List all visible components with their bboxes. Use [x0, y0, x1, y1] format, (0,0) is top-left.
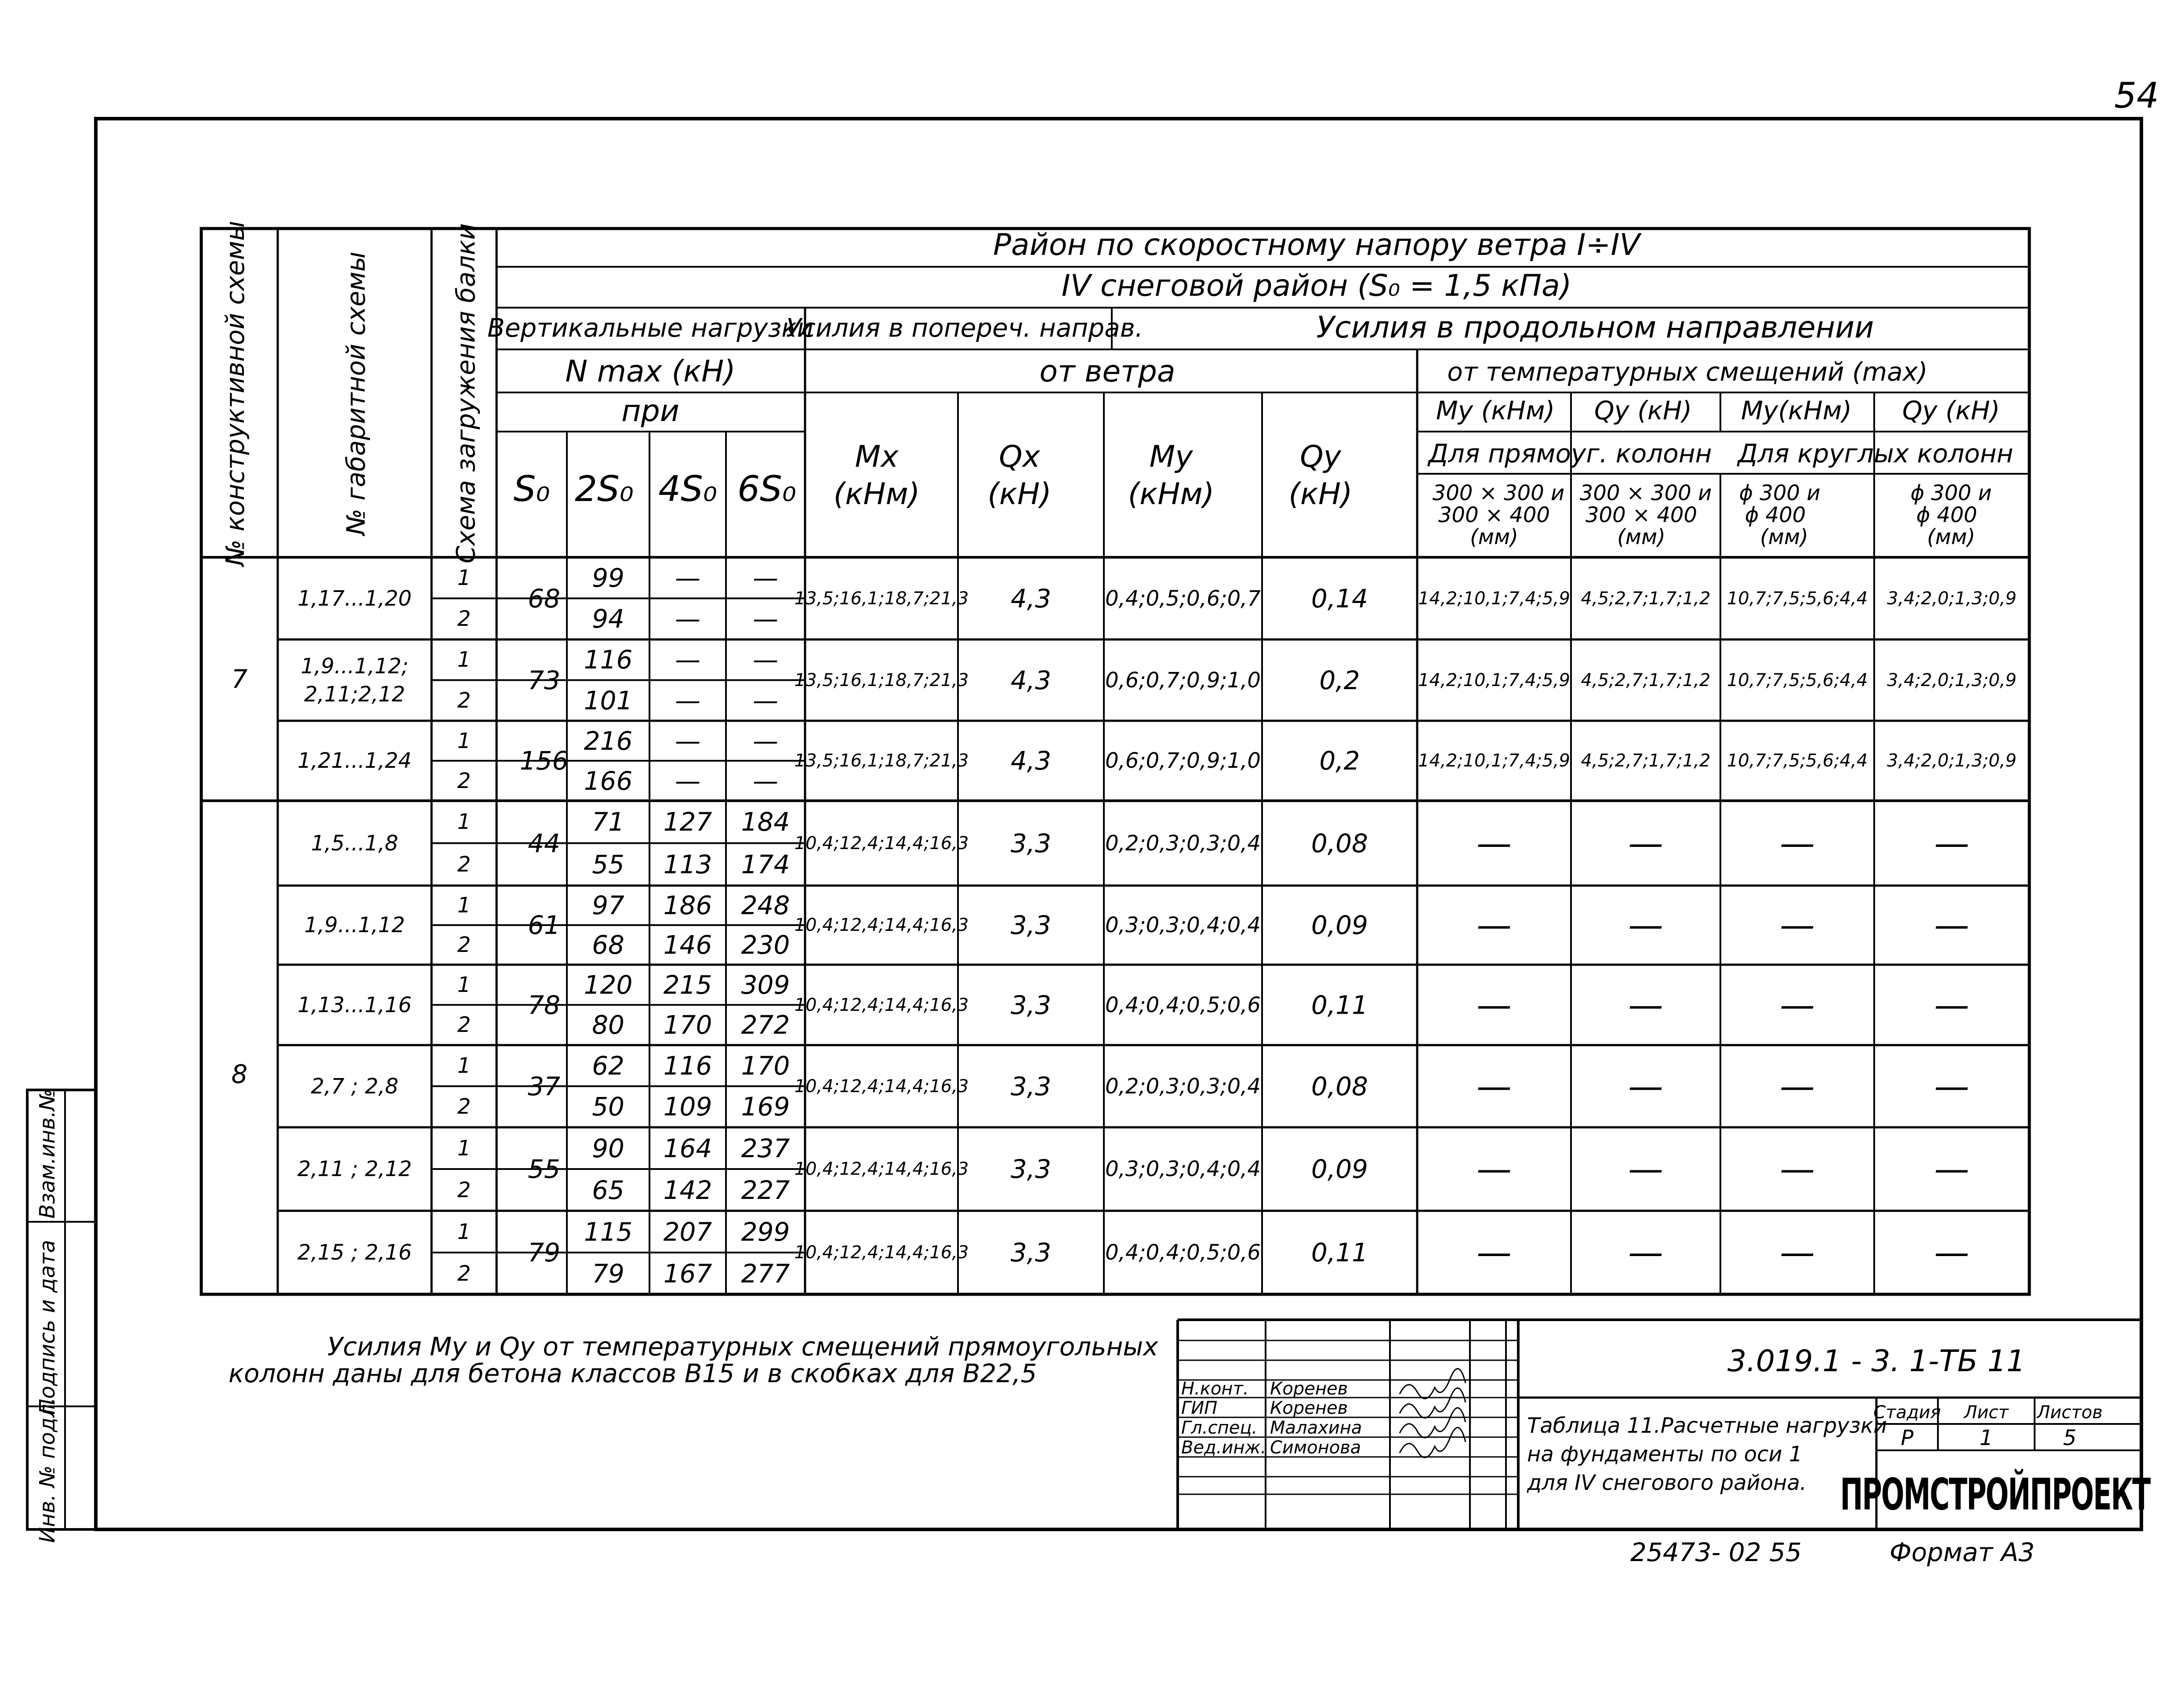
qy-value: 0,11: [1311, 990, 1368, 1020]
temp-value-qy-rect: —: [1628, 1232, 1663, 1273]
load-scheme-number: 2: [457, 852, 471, 877]
load-2s0: 79: [592, 1258, 624, 1289]
load-scheme-number: 2: [457, 688, 471, 713]
load-4s0: 116: [663, 1050, 712, 1081]
header-at: при: [621, 394, 679, 429]
load-scheme-number: 1: [457, 810, 471, 835]
rect1-b: 300 × 400: [1438, 503, 1550, 527]
qy-value: 0,2: [1319, 665, 1360, 695]
load-2s0: 120: [584, 970, 633, 1000]
stamp-sheets: 5: [2063, 1426, 2077, 1450]
load-scheme-number: 1: [457, 1053, 471, 1078]
my-value: 0,3;0,3;0,4;0,4: [1105, 913, 1261, 937]
footer-format: Формат А3: [1889, 1537, 2035, 1567]
mx-value: 13,5;16,1;18,7;21,3: [794, 588, 969, 609]
temp-value-my-round: —: [1780, 1148, 1815, 1189]
header-vertical-loads: Вертикальные нагрузки: [487, 313, 814, 343]
header-qy-rect: Qy (кН): [1594, 396, 1692, 425]
load-s0: 68: [528, 583, 560, 614]
mx-value: 10,4;12,4;14,4;16,3: [794, 1242, 969, 1263]
my-value: 0,6;0,7;0,9;1,0: [1105, 668, 1261, 693]
load-scheme-number: 1: [457, 1219, 471, 1244]
load-2s0: 94: [592, 604, 624, 634]
load-2s0: 90: [592, 1133, 624, 1163]
load-2s0: 80: [592, 1010, 624, 1040]
load-2s0: 166: [584, 766, 633, 796]
temp-value-my-rect: 14,2;10,1;7,4;5,9: [1418, 751, 1570, 771]
load-6s0: 174: [741, 849, 790, 879]
load-4s0: —: [675, 726, 700, 756]
temp-value-my-round: 10,7;7,5;5,6;4,4: [1727, 670, 1868, 690]
qy-value: 0,09: [1311, 910, 1368, 940]
org-logo: ПРОМСТРОЙПРОЕКТ: [1840, 1468, 2150, 1520]
stamp-role: Н.конт.: [1181, 1379, 1249, 1399]
load-s0: 44: [528, 828, 560, 858]
temp-value-my-rect: —: [1477, 1065, 1512, 1107]
qx-value: 4,3: [1010, 665, 1052, 695]
temp-value-my-rect: —: [1477, 822, 1512, 864]
load-4s0: 215: [663, 970, 712, 1000]
round1-c: (мм): [1760, 525, 1808, 549]
footer-code: 25473- 02 55: [1630, 1537, 1802, 1567]
page-number: 54: [2114, 75, 2159, 116]
load-6s0: —: [753, 685, 778, 715]
note-line-1: Усилия My и Qy от температурных смещений прямоугольных: [327, 1332, 1158, 1362]
side-stamp-sign: Подпись и дата: [35, 1240, 60, 1415]
rect2-a: 300 × 300 и: [1579, 481, 1712, 505]
my-value: 0,4;0,4;0,5;0,6: [1105, 992, 1261, 1017]
temp-value-qy-rect: —: [1628, 904, 1663, 945]
stamp-sheet: 1: [1979, 1426, 1993, 1450]
temp-value-qy-round: —: [1934, 1065, 1970, 1107]
load-2s0: 99: [592, 563, 624, 593]
load-4s0: 113: [663, 849, 712, 879]
load-2s0: 68: [592, 930, 624, 960]
load-6s0: 309: [741, 970, 790, 1000]
load-2s0: 101: [584, 685, 633, 715]
temp-value-qy-round: —: [1934, 1148, 1970, 1189]
qy-value: 0,11: [1311, 1238, 1368, 1267]
header-constr-scheme: № конструктивной схемы: [220, 221, 250, 566]
gabarit-scheme: 2,7 ; 2,8: [311, 1074, 399, 1099]
header-longitudinal: Усилия в продольном направлении: [1316, 310, 1874, 345]
temp-value-my-rect: —: [1477, 904, 1512, 945]
load-s0: 79: [528, 1238, 560, 1267]
temp-value-my-round: 10,7;7,5;5,6;4,4: [1727, 751, 1868, 771]
load-s0: 78: [528, 990, 560, 1020]
load-6s0: 277: [741, 1258, 790, 1289]
load-6s0: —: [753, 563, 778, 593]
header-my-rect: My (кНм): [1436, 396, 1555, 425]
header-qy-unit: (кН): [1288, 477, 1353, 512]
temp-value-qy-round: 3,4;2,0;1,3;0,9: [1887, 588, 2017, 609]
my-value: 0,3;0,3;0,4;0,4: [1105, 1157, 1261, 1181]
qx-value: 3,3: [1010, 1071, 1052, 1101]
header-gabarit-scheme: № габаритной схемы: [341, 251, 371, 535]
qx-value: 3,3: [1010, 990, 1052, 1020]
round2-a: ϕ 300 и: [1910, 481, 1992, 505]
qy-value: 0,2: [1319, 746, 1360, 776]
header-wind-region: Район по скоростному напору ветра I÷IV: [993, 228, 1640, 262]
temp-value-qy-rect: —: [1628, 984, 1663, 1025]
load-4s0: 207: [663, 1217, 712, 1247]
load-2s0: 115: [584, 1217, 633, 1247]
constr-scheme-number: 7: [231, 664, 248, 694]
qy-value: 0,08: [1311, 828, 1368, 858]
my-value: 0,4;0,5;0,6;0,7: [1105, 586, 1261, 611]
load-2s0: 71: [592, 807, 624, 837]
qx-value: 3,3: [1010, 910, 1052, 940]
temp-value-qy-round: —: [1934, 984, 1970, 1025]
stamp-sheet-label: Лист: [1964, 1402, 2009, 1423]
temp-value-my-round: —: [1780, 1232, 1815, 1273]
header-from-wind: от ветра: [1039, 354, 1175, 389]
mx-value: 10,4;12,4;14,4;16,3: [794, 1076, 969, 1097]
temp-value-my-round: —: [1780, 1065, 1815, 1107]
my-value: 0,2;0,3;0,3;0,4: [1105, 831, 1261, 856]
temp-value-qy-rect: 4,5;2,7;1,7;1,2: [1581, 670, 1711, 690]
mx-value: 10,4;12,4;14,4;16,3: [794, 995, 969, 1015]
load-scheme-number: 2: [457, 606, 471, 632]
temp-value-qy-round: —: [1934, 904, 1970, 945]
rect1-c: (мм): [1470, 525, 1518, 549]
load-6s0: 230: [741, 930, 790, 960]
mx-value: 10,4;12,4;14,4;16,3: [794, 915, 969, 935]
load-6s0: 169: [741, 1092, 790, 1122]
load-scheme-number: 1: [457, 972, 471, 997]
load-2s0: 62: [592, 1050, 624, 1081]
temp-value-qy-round: —: [1934, 822, 1970, 864]
load-6s0: 299: [741, 1217, 790, 1247]
header-4s0: 4S₀: [658, 468, 717, 509]
my-value: 0,2;0,3;0,3;0,4: [1105, 1074, 1261, 1099]
qx-value: 4,3: [1010, 583, 1052, 614]
qx-value: 3,3: [1010, 828, 1052, 858]
load-4s0: —: [675, 766, 700, 796]
load-4s0: 170: [663, 1010, 712, 1040]
gabarit-scheme: 1,5...1,8: [311, 831, 399, 856]
header-s0: S₀: [513, 468, 550, 509]
side-stamp-inv: Инв. № подл.: [35, 1397, 60, 1543]
stamp-title-1: Таблица 11.Расчетные нагрузки: [1527, 1413, 1887, 1438]
load-4s0: —: [675, 563, 700, 593]
gabarit-scheme: 1,21...1,24: [297, 748, 412, 773]
load-4s0: —: [675, 685, 700, 715]
stamp-name: Симонова: [1270, 1438, 1361, 1458]
header-my: My: [1149, 439, 1193, 474]
round2-c: (мм): [1927, 525, 1975, 549]
load-2s0: 216: [584, 726, 633, 756]
stamp-stage-label: Стадия: [1873, 1402, 1941, 1423]
round1-a: ϕ 300 и: [1739, 481, 1821, 505]
header-transverse: Усилия в попереч. направ.: [786, 313, 1143, 343]
load-2s0: 65: [592, 1175, 624, 1205]
header-qx-unit: (кН): [987, 477, 1052, 512]
stamp-sheets-label: Листов: [2037, 1402, 2103, 1423]
load-scheme-number: 2: [457, 1094, 471, 1119]
temp-value-my-rect: —: [1477, 1232, 1512, 1273]
temp-value-qy-rect: 4,5;2,7;1,7;1,2: [1581, 751, 1711, 771]
load-4s0: —: [675, 645, 700, 675]
stamp-title-3: для IV снегового района.: [1527, 1471, 1807, 1495]
load-6s0: —: [753, 604, 778, 634]
temp-value-qy-rect: —: [1628, 822, 1663, 864]
temp-value-my-round: 10,7;7,5;5,6;4,4: [1727, 588, 1868, 609]
load-6s0: —: [753, 766, 778, 796]
header-qy-round: Qy (кН): [1902, 396, 2000, 425]
load-scheme-number: 1: [457, 647, 471, 672]
load-scheme-number: 2: [457, 1261, 471, 1286]
temp-value-qy-rect: 4,5;2,7;1,7;1,2: [1581, 588, 1711, 609]
qx-value: 3,3: [1010, 1154, 1052, 1184]
my-value: 0,6;0,7;0,9;1,0: [1105, 748, 1261, 773]
load-scheme-number: 2: [457, 933, 471, 957]
rect2-c: (мм): [1617, 525, 1665, 549]
gabarit-scheme: 1,9...1,12: [304, 913, 405, 937]
header-my-unit: (кНм): [1128, 477, 1215, 512]
header-qx: Qx: [999, 439, 1040, 474]
header-6s0: 6S₀: [737, 468, 796, 509]
qy-value: 0,09: [1311, 1154, 1368, 1184]
qx-value: 3,3: [1010, 1238, 1052, 1267]
header-mx: Mx: [855, 439, 899, 474]
load-4s0: 186: [663, 890, 712, 920]
qx-value: 4,3: [1010, 746, 1052, 776]
header-load-scheme: Схема загружения балки: [451, 223, 481, 564]
temp-value-my-rect: —: [1477, 1148, 1512, 1189]
qy-value: 0,08: [1311, 1071, 1368, 1101]
load-6s0: 272: [741, 1010, 790, 1040]
temp-value-my-rect: 14,2;10,1;7,4;5,9: [1418, 588, 1570, 609]
load-4s0: 167: [663, 1258, 712, 1289]
header-mx-unit: (кНм): [833, 477, 920, 512]
load-4s0: 127: [663, 807, 712, 837]
stamp-role: ГИП: [1181, 1398, 1218, 1418]
gabarit-scheme: 2,11 ; 2,12: [297, 1157, 412, 1181]
load-scheme-number: 1: [457, 728, 471, 753]
load-6s0: 170: [741, 1050, 790, 1081]
temp-value-my-round: —: [1780, 904, 1815, 945]
rect1-a: 300 × 300 и: [1432, 481, 1565, 505]
load-s0: 156: [519, 746, 569, 776]
load-scheme-number: 2: [457, 768, 471, 793]
round1-b: ϕ 400: [1745, 503, 1806, 527]
temp-value-qy-round: 3,4;2,0;1,3;0,9: [1887, 751, 2017, 771]
load-2s0: 55: [592, 849, 624, 879]
gabarit-scheme: 1,17...1,20: [297, 586, 412, 611]
load-6s0: 237: [741, 1133, 790, 1163]
stamp-stage: Р: [1901, 1426, 1914, 1450]
load-4s0: 146: [663, 930, 712, 960]
temp-value-qy-round: —: [1934, 1232, 1970, 1273]
load-6s0: 248: [741, 890, 790, 920]
temp-value-my-rect: 14,2;10,1;7,4;5,9: [1418, 670, 1570, 690]
load-6s0: —: [753, 645, 778, 675]
load-2s0: 50: [592, 1092, 624, 1122]
header-snow-region: IV снеговой район (S₀ = 1,5 кПа): [1061, 269, 1572, 303]
load-s0: 61: [528, 910, 560, 940]
temp-value-my-round: —: [1780, 984, 1815, 1025]
stamp-name: Коренев: [1270, 1379, 1348, 1399]
load-scheme-number: 2: [457, 1177, 471, 1202]
header-2s0: 2S₀: [575, 468, 634, 509]
header-nmax: N max (кН): [565, 354, 736, 389]
gabarit-scheme: 1,9...1,12;: [301, 654, 409, 679]
load-s0: 73: [528, 665, 560, 695]
temp-value-my-rect: —: [1477, 984, 1512, 1025]
temp-value-qy-round: 3,4;2,0;1,3;0,9: [1887, 670, 2017, 690]
load-4s0: —: [675, 604, 700, 634]
round2-b: ϕ 400: [1916, 503, 1977, 527]
load-4s0: 142: [663, 1175, 712, 1205]
mx-value: 13,5;16,1;18,7;21,3: [794, 751, 969, 771]
gabarit-scheme: 2,15 ; 2,16: [297, 1240, 412, 1265]
load-6s0: —: [753, 726, 778, 756]
gabarit-scheme: 2,11;2,12: [304, 682, 405, 707]
load-4s0: 164: [663, 1133, 712, 1163]
load-scheme-number: 1: [457, 893, 471, 918]
rect2-b: 300 × 400: [1585, 503, 1697, 527]
temp-value-my-round: —: [1780, 822, 1815, 864]
my-value: 0,4;0,4;0,5;0,6: [1105, 1240, 1261, 1265]
mx-value: 10,4;12,4;14,4;16,3: [794, 1159, 969, 1179]
note-line-2: колонн даны для бетона классов В15 и в скобках для В22,5: [229, 1358, 1037, 1388]
mx-value: 13,5;16,1;18,7;21,3: [794, 670, 969, 690]
stamp-name: Малахина: [1270, 1418, 1362, 1438]
stamp-role: Вед.инж.: [1181, 1438, 1266, 1458]
header-round-cols: Для круглых колонн: [1738, 439, 2013, 468]
constr-scheme-number: 8: [231, 1059, 248, 1089]
load-s0: 37: [528, 1071, 560, 1101]
header-qy: Qy: [1300, 439, 1341, 474]
load-2s0: 116: [584, 645, 633, 675]
side-stamp-replace: Взам.инв.№: [35, 1089, 60, 1219]
header-rect-cols: Для прямоуг. колонн: [1428, 439, 1712, 468]
header-from-temp: от температурных смещений (max): [1447, 357, 1928, 387]
temp-value-qy-rect: —: [1628, 1065, 1663, 1107]
load-6s0: 184: [741, 807, 790, 837]
load-scheme-number: 1: [457, 1136, 471, 1161]
mx-value: 10,4;12,4;14,4;16,3: [794, 833, 969, 853]
doc-code: 3.019.1 - 3. 1-ТБ 11: [1727, 1344, 2025, 1379]
load-4s0: 109: [663, 1092, 712, 1122]
load-2s0: 97: [592, 890, 624, 920]
qy-value: 0,14: [1311, 583, 1368, 614]
header-my-round: My(кНм): [1741, 396, 1852, 425]
temp-value-qy-rect: —: [1628, 1148, 1663, 1189]
load-scheme-number: 2: [457, 1013, 471, 1038]
signature-mark: [1400, 1369, 1466, 1398]
stamp-role: Гл.спец.: [1181, 1418, 1258, 1438]
load-6s0: 227: [741, 1175, 790, 1205]
gabarit-scheme: 1,13...1,16: [297, 992, 412, 1017]
stamp-name: Коренев: [1270, 1398, 1348, 1418]
load-s0: 55: [528, 1154, 560, 1184]
load-scheme-number: 1: [457, 565, 471, 590]
stamp-title-2: на фундаменты по оси 1: [1527, 1442, 1803, 1467]
